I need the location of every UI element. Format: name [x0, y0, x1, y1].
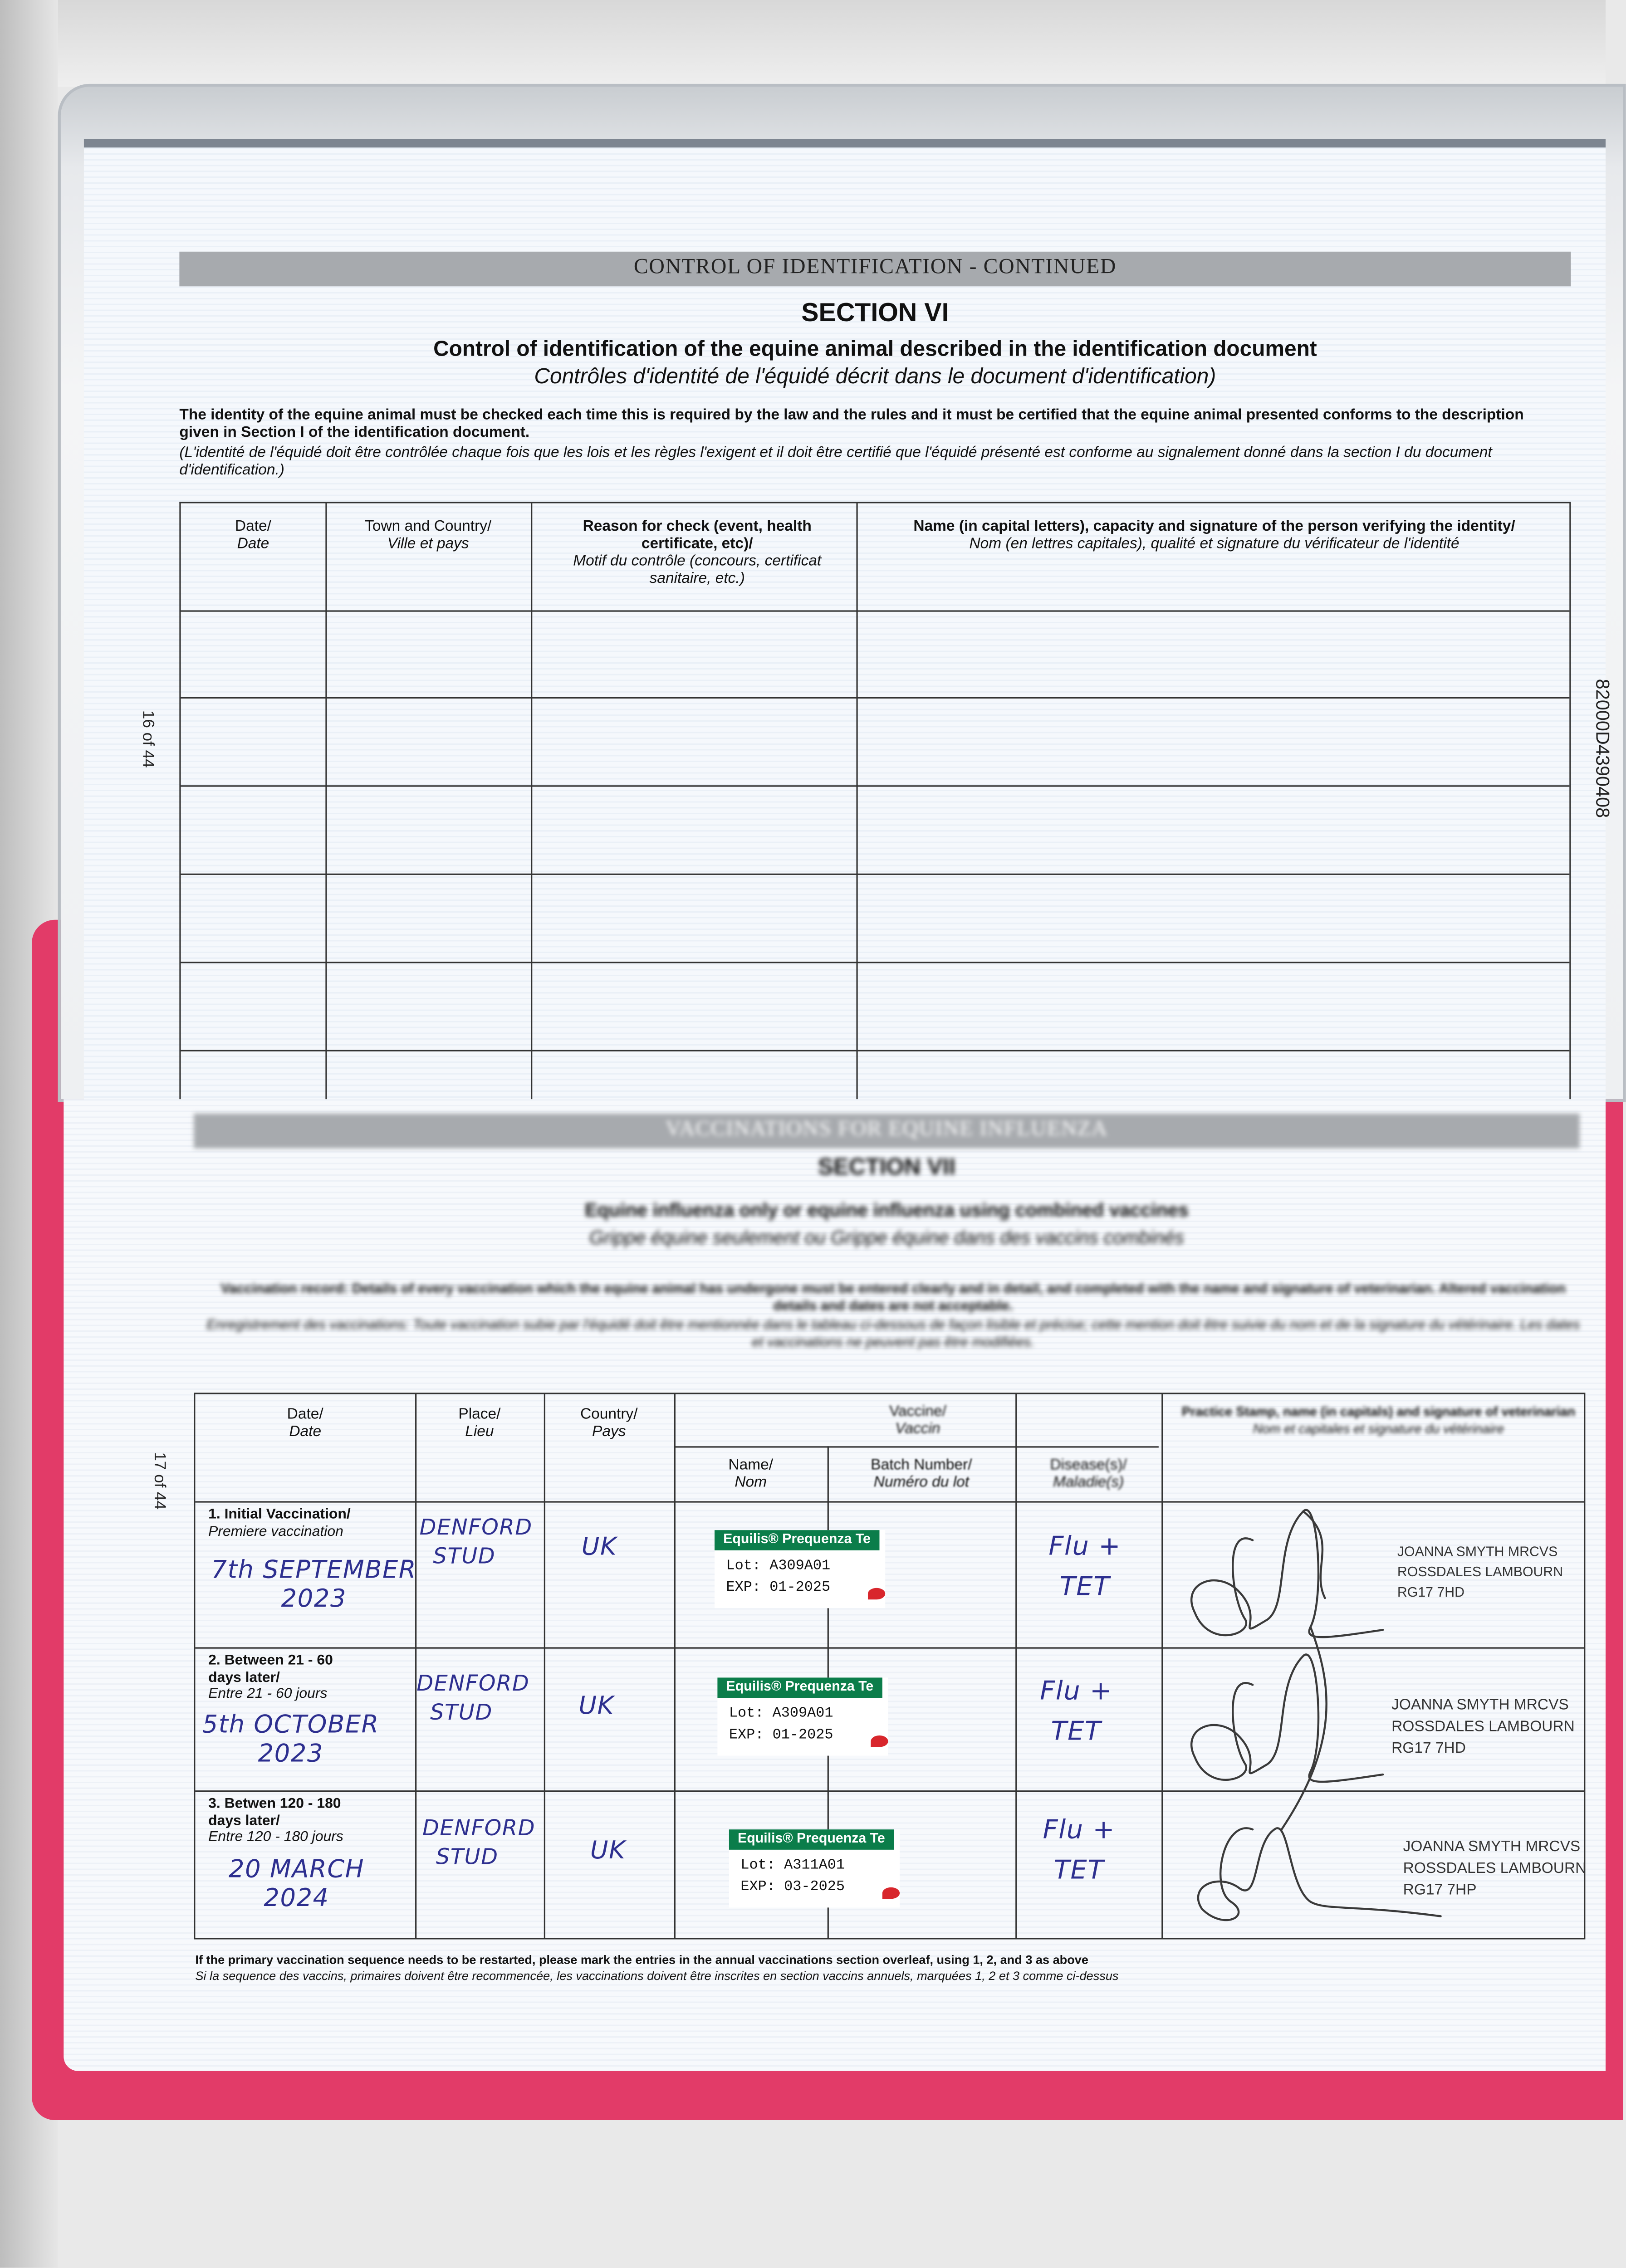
row2-label: 2. Between 21 - 60 days later/ Entre 21 - 60 jours [208, 1653, 333, 1702]
row3-vaccine-lot: Lot: A311A01 EXP: 03-2025 [740, 1858, 845, 1896]
col-town-header: Town and Country/ Ville et pays [365, 518, 492, 552]
scanner-background [0, 0, 1606, 87]
footnote-en: If the primary vaccination sequence needs to be restarted, please mark the entries in the annual vaccinations section overleaf, using 1, 2, and 3 as above [195, 1952, 1088, 1967]
section6-intro-en: The identity of the equine animal must be checked each time this is required by the law and the rules and it must be certified that the equine animal presented conforms to the description given in Section I of the identification document. [179, 406, 1524, 441]
row1-place: DENFORD STUD [419, 1514, 533, 1569]
row3-country: UK [590, 1837, 626, 1866]
col-disease-header: Disease(s)/ Maladie(s) [1050, 1456, 1127, 1491]
row1-vaccine-sticker [715, 1530, 885, 1608]
section7-title: SECTION VII [818, 1155, 956, 1180]
row2-vaccine-sticker [717, 1677, 888, 1755]
row2-vaccine-lot: Lot: A309A01 EXP: 01-2025 [729, 1706, 833, 1745]
row3-vaccine-sticker [729, 1829, 900, 1907]
col-verifier-header: Name (in capital letters), capacity and signature of the person verifying the identity/ Nom (en lettres capitales), qualité et signature du vérificateur de l'identité [913, 518, 1515, 552]
section6-title: SECTION VI [801, 298, 949, 327]
sticker-tab-icon [868, 1588, 885, 1600]
row2-disease: Flu + TET [1040, 1676, 1112, 1747]
sticker-tab-icon [871, 1735, 888, 1747]
col-country-header: Country/ Pays [580, 1406, 638, 1441]
passport-side-code: 82000D4390408 [1592, 679, 1614, 818]
section6-banner [179, 252, 1571, 287]
row1-label: 1. Initial Vaccination/ Premiere vaccination [208, 1507, 351, 1540]
col-vaccine-header: Vaccine/ Vaccin [889, 1403, 946, 1438]
row2-place: DENFORD STUD [416, 1670, 530, 1725]
section7-heading-en: Equine influenza only or equine influenza using combined vaccines [584, 1199, 1189, 1221]
row1-vet-stamp: JOANNA SMYTH MRCVS ROSSDALES LAMBOURN RG17 7HD [1397, 1545, 1563, 1601]
row1-vaccine-name: Equilis® Prequenza Te [715, 1530, 879, 1550]
row3-label: 3. Betwen 120 - 180 days later/ Entre 120 - 180 jours [208, 1796, 343, 1846]
col-date-header-vacc: Date/ Date [287, 1406, 323, 1441]
identification-check-table [179, 502, 1571, 1116]
section7-heading-fr: Grippe équine seulement ou Grippe équine dans des vaccins combinés [589, 1226, 1184, 1248]
row2-country: UK [578, 1692, 614, 1721]
row1-disease: Flu + TET [1048, 1531, 1122, 1603]
footnote-fr: Si la sequence des vaccins, primaires doivent être recommencée, les vaccinations doivent être inscrites en section vaccins annuels, marquées 1, 2 et 3 comme ci-dessus [195, 1968, 1119, 1983]
section6-intro-fr: (L'identité de l'équidé doit être contrôlée chaque fois que les lois et les règles l'exigent et il doit être certifié que l'équidé présenté est conforme au signalement donné dans la section I du document d'identification.) [179, 444, 1492, 479]
row2-vaccine-name: Equilis® Prequenza Te [717, 1677, 882, 1698]
col-practice-header: Practice Stamp, name (in capitals) and signature of veterinarian Nom et capitales et signature du vétérinaire [1181, 1404, 1576, 1436]
row2-date: 5th OCTOBER 2023 [202, 1711, 379, 1769]
row3-vaccine-name: Equilis® Prequenza Te [729, 1829, 894, 1850]
section6-banner-text: CONTROL OF IDENTIFICATION - CONTINUED [633, 256, 1117, 279]
col-batch-header: Batch Number/ Numéro du lot [871, 1456, 972, 1491]
row2-vet-stamp: JOANNA SMYTH MRCVS ROSSDALES LAMBOURN RG17 7HD [1391, 1696, 1575, 1757]
section7-intro-en: Vaccination record: Details of every vaccination which the equine animal has undergone must be entered clearly and in detail, and completed with the name and signature of veterinarian. Altered vaccination details and dates are not acceptable. [220, 1281, 1566, 1315]
row1-vaccine-lot: Lot: A309A01 EXP: 01-2025 [726, 1559, 831, 1597]
col-place-header: Place/ Lieu [458, 1406, 501, 1441]
col-vaccine-name-header: Name/ Nom [728, 1456, 774, 1491]
col-date-header: Date/ Date [235, 518, 271, 552]
row3-date: 20 MARCH 2024 [229, 1855, 365, 1914]
row1-date: 7th SEPTEMBER 2023 [211, 1556, 417, 1614]
section7-intro-fr: Enregistrement des vaccinations: Toute vaccination subie par l'équidé doit être mentionnée dans le tableau ci-dessous de façon lisible et précise; cette mention doit être suivie du nom et de la signature du vétérinaire. Les dates et vaccinations ne peuvent pas être modifiées. [206, 1317, 1580, 1351]
section6-heading-en: Control of identification of the equine animal described in the identification document [433, 337, 1317, 362]
section7-banner-text: VACCINATIONS FOR EQUINE INFLUENZA [665, 1118, 1108, 1141]
row1-country: UK [581, 1533, 617, 1562]
section7-banner [194, 1114, 1579, 1149]
veterinarian-signature [1166, 1482, 1412, 1945]
page-number-17: 17 of 44 [150, 1452, 168, 1510]
sticker-tab-icon [882, 1887, 900, 1899]
row3-disease: Flu + TET [1043, 1815, 1116, 1886]
col-reason-header: Reason for check (event, health certificate, etc)/ Motif du contrôle (concours, certificat sanitaire, etc.) [573, 518, 822, 587]
row3-vet-stamp: JOANNA SMYTH MRCVS ROSSDALES LAMBOURN RG17 7HP [1403, 1838, 1587, 1899]
section6-heading-fr: Contrôles d'identité de l'équidé décrit dans le document d'identification) [534, 364, 1216, 389]
page-number-16: 16 of 44 [138, 710, 156, 768]
row3-place: DENFORD STUD [422, 1815, 536, 1870]
